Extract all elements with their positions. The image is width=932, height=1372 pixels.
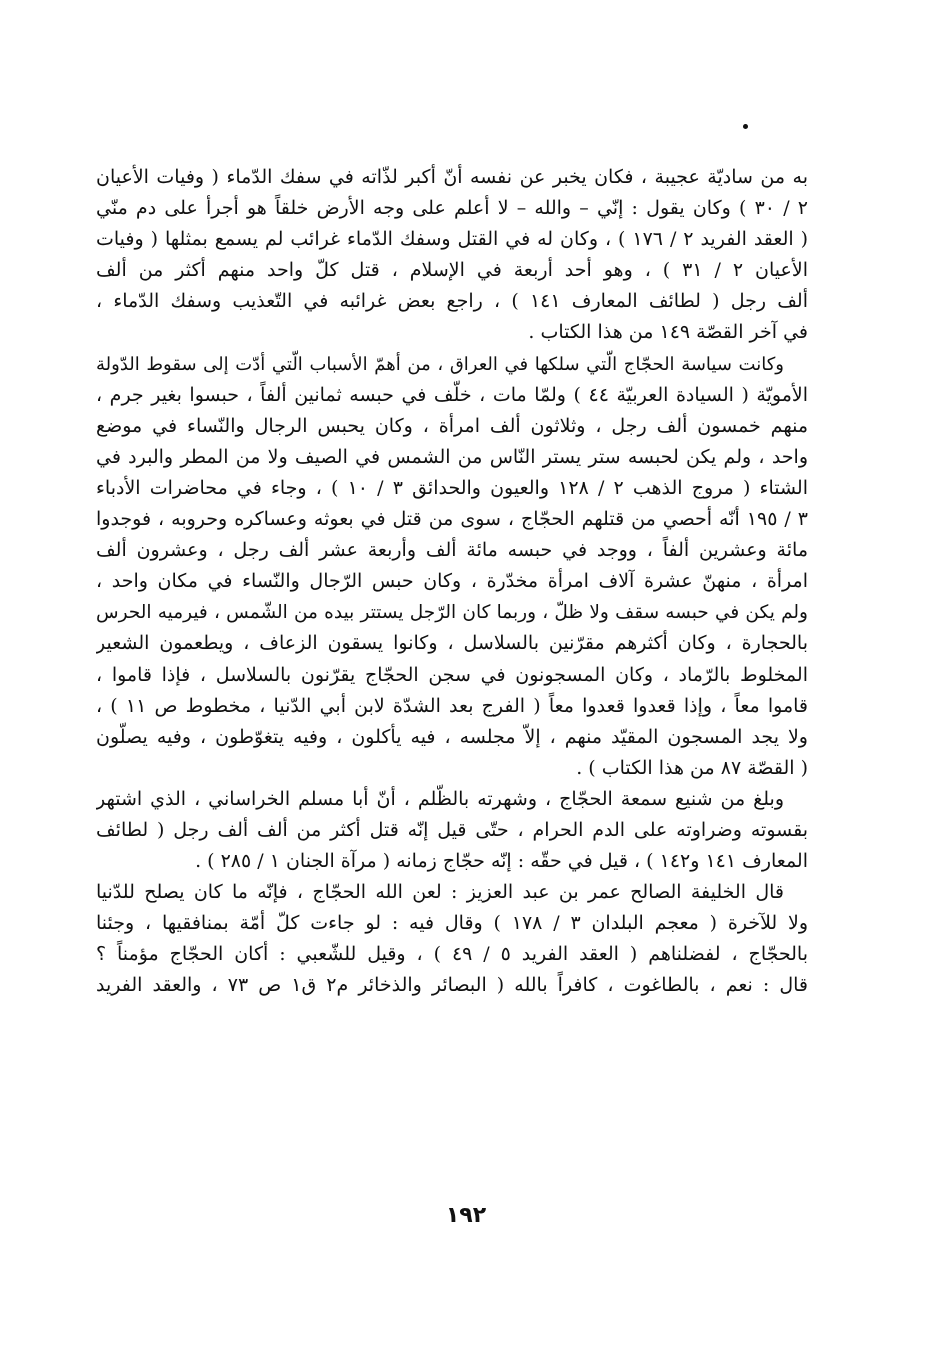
text-line: قال الخليفة الصالح عمر بن عبد العزيز : لعن الله الحجّاج ، فإنّه ما كان يصلح للدّنيا bbox=[96, 881, 784, 904]
text-line: منهم خمسون ألف رجل ، وثلاثون ألف امرأة ، وكان يحبس الرجال والنّساء في موضع bbox=[96, 414, 808, 437]
text-line: امرأة ، منهنّ عشرة آلاف امرأة مخدّرة ، وكان حبس الرّجال والنّساء في مكان واحد ، bbox=[96, 570, 808, 593]
text-line: مائة وعشرين ألفاً ، ووجد في حبسه مائة ألف وأربعة عشر ألف رجل ، وعشرون ألف bbox=[96, 539, 808, 562]
text-line: قاموا معاً ، وإذا قعدوا قعدوا معاً ( الفرج بعد الشدّة لابن أبي الدّنيا ، مخطوط ص ١١ ) ، bbox=[96, 694, 808, 717]
text-line: بالحجارة ، وكان أكثرهم مقرّنين بالسلاسل ، وكانوا يسقون الزعاف ، ويطعمون الشعير bbox=[96, 632, 808, 655]
text-line: ولا يجد المسجون المقيّد منهم ، إلاّ مجلسه ، فيه يأكلون ، وفيه يتغوّطون ، وفيه يصلّون bbox=[96, 725, 808, 748]
text-line: وبلغ من شنيع سمعة الحجّاج ، وشهرته بالظّلم ، أنّ أبا مسلم الخراساني ، الذي اشتهر bbox=[96, 787, 785, 810]
ink-dot bbox=[743, 124, 748, 129]
text-line: ولا للآخرة ( معجم البلدان ٣ / ١٧٨ ) وقال فيه : لو جاءت كلّ أمّة بمنافقيها ، وجئنا bbox=[96, 912, 808, 935]
text-line: الشتاء ( مروج الذهب ٢ / ١٢٨ والعيون والحدائق ٣ / ١٠ ) ، وجاء في محاضرات الأدباء bbox=[96, 476, 808, 499]
text-line: به من ساديّة عجيبة ، فكان يخبر عن نفسه أنّ أكبر لذّاته في سفك الدّماء ( وفيات الأعيان bbox=[96, 166, 808, 188]
text-line: بالحجّاج ، لفضلناهم ( العقد الفريد ٥ / ٤٩ ) ، وقيل للشّعبي : أكان الحجّاج مؤمناً ؟ bbox=[96, 943, 808, 966]
text-line: ٢ / ٣٠ ) وكان يقول : إنّي – والله – لا أعلم على وجه الأرض خلقاً هو أجرأ على دم منّي bbox=[96, 197, 808, 220]
text-line: ولم يكن في حبسه سقف ولا ظلّ ، وربما كان الرّجل يستتر بيده من الشّمس ، فيرميه الحرس bbox=[96, 602, 808, 624]
text-line: ٣ / ١٩٥ أنّه أحصي من قتلهم الحجّاج ، سوى من قتل في بعوثه وعساكره وحروبه ، فوجدوا bbox=[96, 508, 808, 531]
text-line: بقسوته وضراوته على الدم الحرام ، حتّى قيل إنّه قتل أكثر من ألف ألف رجل ( لطائف bbox=[96, 818, 808, 841]
text-line: ( القصّة ٨٧ من هذا الكتاب ) . bbox=[576, 756, 808, 779]
text-line: ألف رجل ( لطائف المعارف ١٤١ ) ، راجع بعض غرائبه في التّعذيب وسفك الدّماء ، bbox=[96, 290, 808, 313]
text-line: المعارف ١٤١ و١٤٢ ) ، قيل في حقّه : إنّه حجّاج زمانه ( مرآة الجنان ١ / ٢٨٥ ) . bbox=[195, 850, 808, 873]
text-line: واحد ، ولم يكن لحبسه ستر يستر النّاس من الشمس في الصيف ولا من المطر والبرد في bbox=[96, 445, 808, 468]
page-number: ١٩٢ bbox=[445, 1203, 487, 1228]
text-line: قال : نعم ، بالطاغوت ، كافراً بالله ( البصائر والذخائر م٢ ق١ ص ٧٣ ، والعقد الفريد bbox=[96, 974, 808, 997]
text-line: المخلوط بالرّماد ، وكان المسجونون في سجن الحجّاج يقرّنون بالسلاسل ، فإذا قاموا ، bbox=[96, 663, 808, 686]
text-line: الأمويّة ( السيادة العربيّة ٤٤ ) ولمّا مات ، خلّف في حبسه ثمانين ألفاً ، حبسوا بغير جرم ، bbox=[96, 383, 808, 406]
text-line: ( العقد الفريد ٢ / ١٧٦ ) ، وكان له في القتل وسفك الدّماء غرائب لم يسمع بمثلها ( وفيات bbox=[96, 228, 808, 251]
body-text bbox=[96, 162, 808, 1002]
text-line: وكانت سياسة الحجّاج الّتي سلكها في العراق ، من أهمّ الأسباب الّتي أدّت إلى سقوط الدّولة bbox=[96, 353, 784, 375]
text-line: الأعيان ٢ / ٣١ ) ، وهو أحد أربعة في الإسلام ، قتل كلّ واحد منهم أكثر من ألف bbox=[96, 259, 808, 282]
text-line: في آخر القصّة ١٤٩ من هذا الكتاب . bbox=[528, 321, 808, 344]
